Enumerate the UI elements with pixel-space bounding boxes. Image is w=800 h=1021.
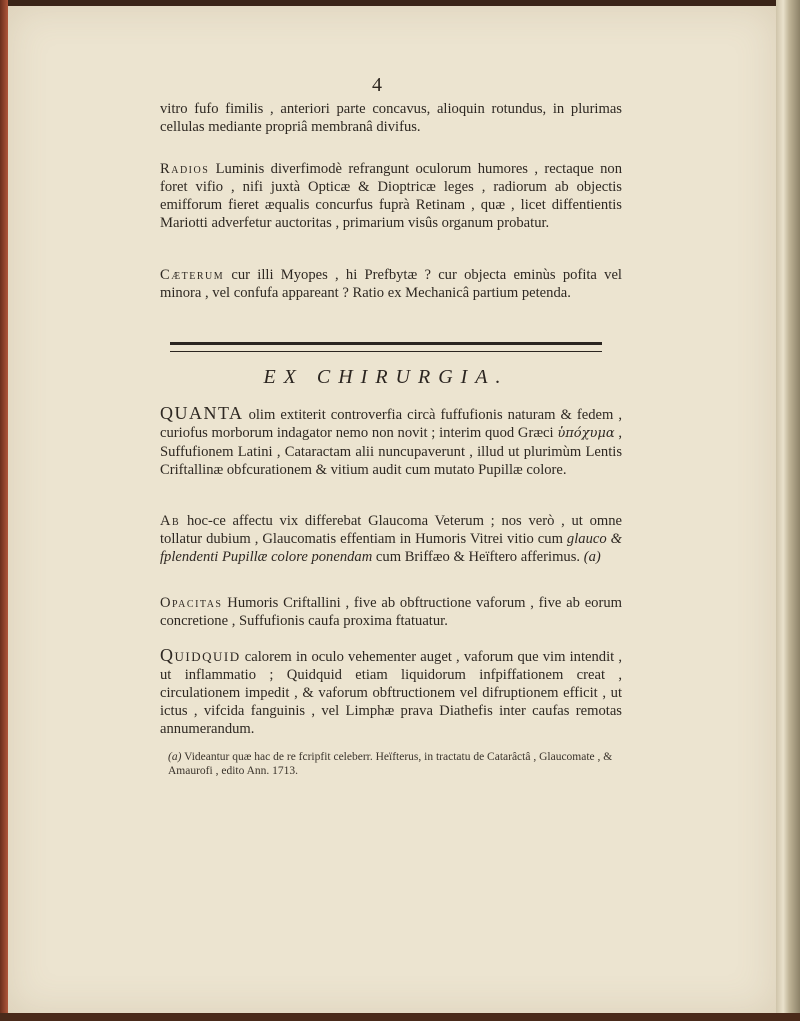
footnote-mark: (a) [168, 751, 182, 763]
paragraph-quanta [160, 404, 622, 479]
paragraph-continuation [160, 100, 622, 136]
book-page [8, 6, 776, 1014]
book-edge-bottom [0, 1013, 800, 1021]
paragraph-text: , Suffufionem Latini , Cataractam alii nuncupaverunt , illud ut plurimùm Lentis Criftallinæ obfcurationem & vitium audit cum mutato Pupillæ colore. [160, 425, 622, 478]
book-spine [776, 0, 800, 1021]
section-heading: EX CHIRURGIA. [263, 366, 509, 388]
paragraph-lead: Quidquid [160, 645, 241, 665]
footnote-text: Videantur quæ hac de re fcripfit celeberr. Heïfterus, in tractatu de Catarâctâ , Glaucomate , & Amaurofi , edito Ann. 1713. [168, 751, 613, 777]
paragraph-italic: glauco & fplendenti Pupillæ colore ponendam [160, 531, 622, 565]
paragraph-caeterum [160, 266, 622, 302]
paragraph-opacitas [160, 594, 622, 630]
footnote-reference: (a) [583, 549, 601, 565]
greek-word: ὑπόχυμα [557, 426, 615, 441]
paragraph-lead: Radios [160, 161, 210, 177]
paragraph-text: Luminis diverfimodè refrangunt oculorum humores , rectaque non foret vifio , nifi juxtà Opticæ & Dioptricæ leges , radiorum ab objectis emifforum fieret æqualis concurfus fuprà Retinam , quæ , licet diffentientis Mariotti adverfetur auctoritas , primarium visûs organum probatur. [160, 161, 622, 231]
paragraph-text: calorem in oculo vehementer auget , vaforum que vim intendit , ut inflammatio ; Quidquid etiam liquidorum infpiffationem creat , circulationem impedit , & vaforum obftructionem vel difruptionem efficit , ut ictus , vifcida fanguinis , vel Limphæ prava Diathefis inter caufas remotas annumerandum. [160, 649, 622, 737]
paragraph-radios [160, 160, 622, 232]
paragraph-lead: QUANTA [160, 403, 244, 423]
paragraph-text: hoc-ce affectu vix differebat Glaucoma Veterum ; nos verò , ut omne tollatur dubium , Glaucomatis effentiam in Humoris Vitrei vitio cum [160, 513, 622, 547]
section-divider [170, 342, 602, 352]
paragraph-text: vitro fufo fimilis , anteriori parte concavus, alioquin rotundus, in plurimas cellulas mediante propriâ membranâ divifus. [160, 101, 622, 135]
paragraph-text: Humoris Criftallini , five ab obftructione vaforum , five ab eorum concretione , Suffufionis caufa proxima ftatuatur. [160, 595, 622, 629]
paragraph-text: cum Briffæo & Heïftero afferimus. [372, 549, 584, 565]
paragraph-lead: Cæterum [160, 267, 225, 283]
footnote [168, 750, 622, 778]
paragraph-lead: Opacitas [160, 595, 223, 611]
page-number: 4 [372, 74, 382, 96]
paragraph-text: olim extiterit controverfia circà fuffufionis naturam & fedem , curiofus morborum indagator nemo non novit ; interim quod Græci [160, 407, 622, 441]
paragraph-ab [160, 512, 622, 566]
paragraph-text: cur illi Myopes , hi Prefbytæ ? cur objecta eminùs pofita vel minora , vel confufa appareant ? Ratio ex Mechanicâ partium petenda. [160, 267, 622, 301]
paragraph-quidquid [160, 646, 622, 738]
paragraph-lead: Ab [160, 513, 181, 529]
book-edge-left [0, 0, 8, 1021]
